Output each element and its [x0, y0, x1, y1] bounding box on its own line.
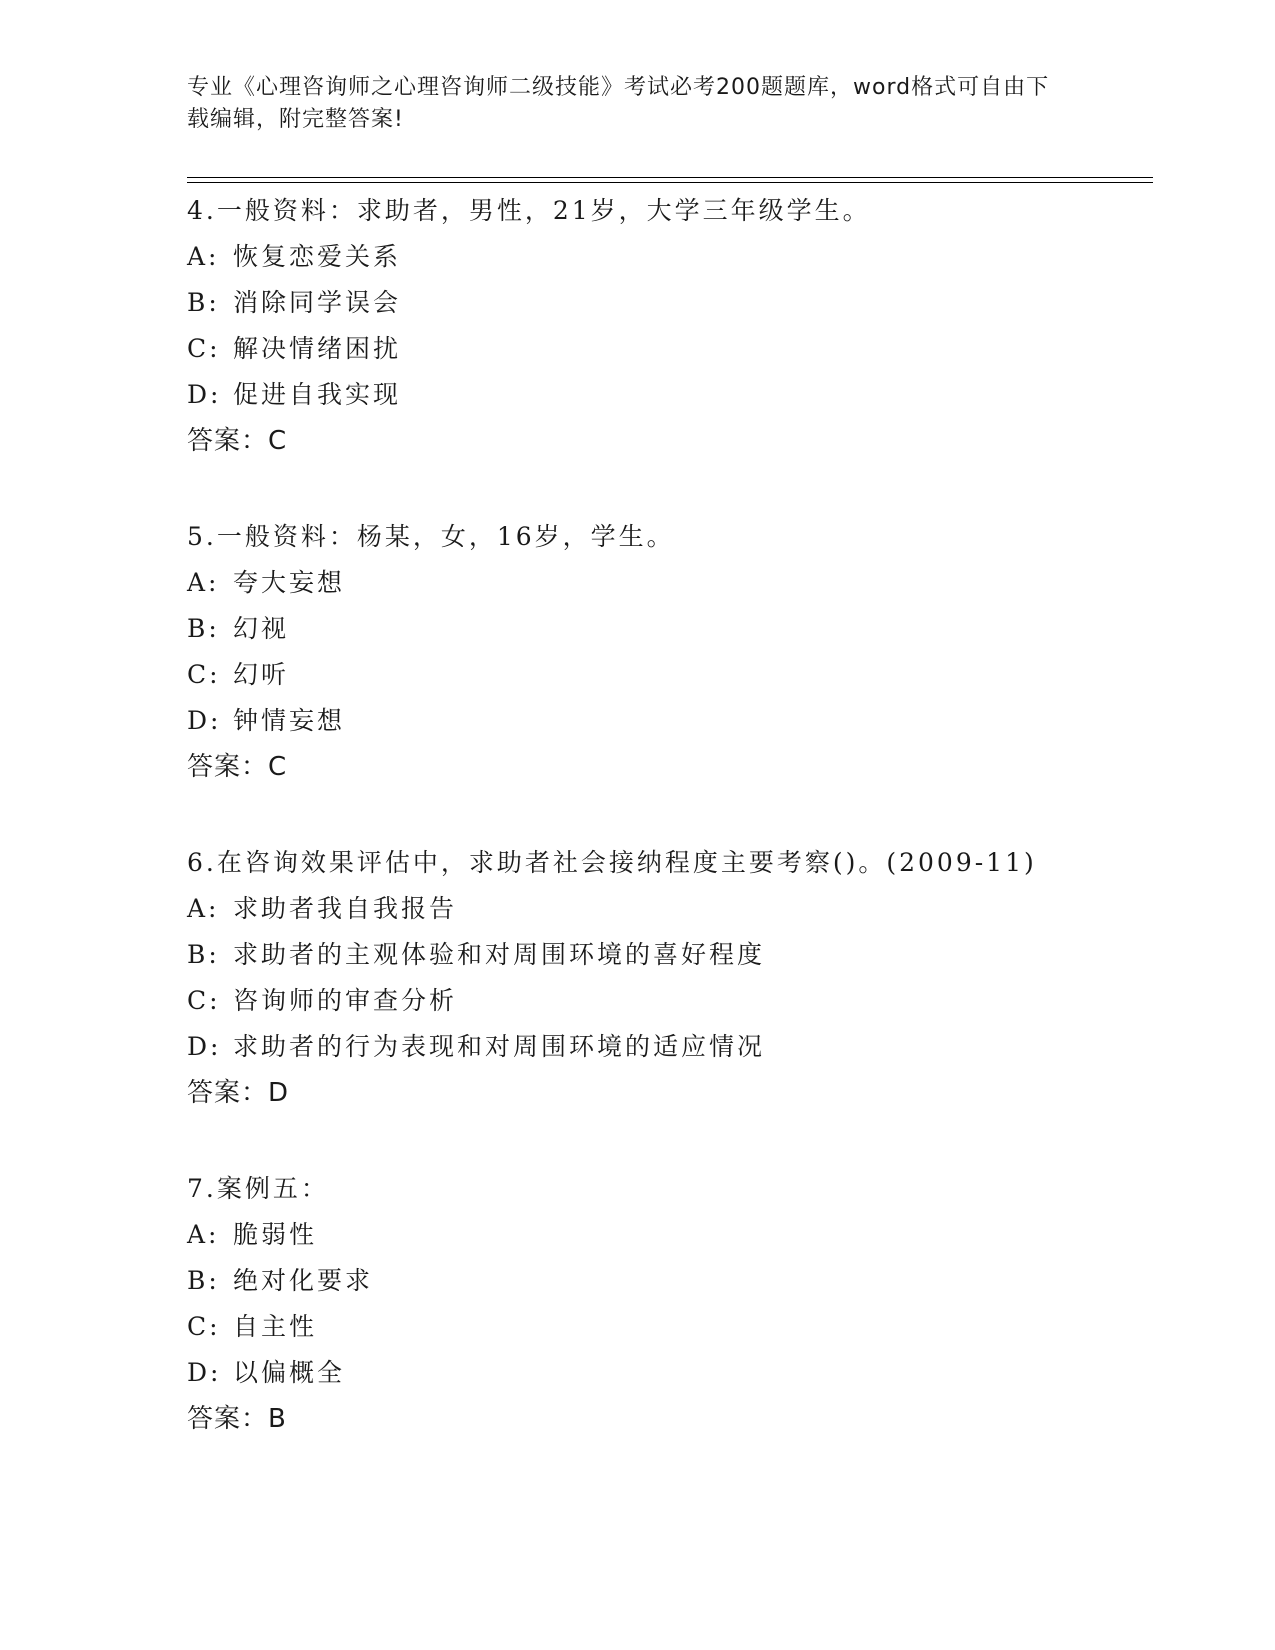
option-text: 咨询师的审查分析 — [233, 986, 458, 1015]
option-text: 以偏概全 — [233, 1358, 346, 1387]
option-text: 求助者的主观体验和对周围环境的喜好程度 — [233, 940, 766, 969]
option-a — [187, 886, 1167, 932]
option-text: 幻视 — [233, 614, 290, 643]
option-d — [187, 698, 1167, 744]
option-letter: A: — [187, 1220, 220, 1249]
option-text: 恢复恋爱关系 — [233, 242, 402, 271]
option-text: 促进自我实现 — [233, 380, 402, 409]
option-letter: A: — [187, 568, 220, 597]
option-text: 消除同学误会 — [233, 288, 402, 317]
option-letter: C: — [187, 986, 221, 1015]
answer-line: 答案：B — [187, 1404, 287, 1434]
option-b — [187, 932, 1167, 978]
option-text: 解决情绪困扰 — [233, 334, 402, 363]
option-c — [187, 652, 1167, 698]
answer-line: 答案：D — [187, 1078, 290, 1108]
option-text: 绝对化要求 — [233, 1266, 374, 1295]
option-letter: D: — [187, 706, 222, 735]
option-b — [187, 606, 1167, 652]
header-divider-top — [187, 177, 1153, 178]
option-letter: D: — [187, 1032, 222, 1061]
option-b — [187, 280, 1167, 326]
option-letter: C: — [187, 660, 221, 689]
option-text: 求助者的行为表现和对周围环境的适应情况 — [233, 1032, 766, 1061]
option-text: 脆弱性 — [233, 1220, 318, 1249]
option-a — [187, 234, 1167, 280]
option-c — [187, 326, 1167, 372]
question-stem: 7.案例五： — [187, 1174, 329, 1203]
option-text: 求助者我自我报告 — [233, 894, 458, 923]
answer-line: 答案：C — [187, 752, 288, 782]
option-a — [187, 1212, 1167, 1258]
option-text: 夸大妄想 — [233, 568, 346, 597]
option-text: 自主性 — [233, 1312, 318, 1341]
header-divider-bottom — [187, 182, 1153, 183]
option-letter: B: — [187, 614, 220, 643]
question-item — [187, 514, 1167, 790]
option-text: 钟情妄想 — [233, 706, 346, 735]
option-letter: A: — [187, 894, 220, 923]
option-letter: C: — [187, 334, 221, 363]
option-letter: B: — [187, 1266, 220, 1295]
option-d — [187, 1350, 1167, 1396]
option-d — [187, 372, 1167, 418]
option-letter: A: — [187, 242, 220, 271]
question-stem: 4.一般资料：求助者，男性，21岁，大学三年级学生。 — [187, 196, 871, 225]
question-item — [187, 188, 1167, 464]
option-letter: D: — [187, 380, 222, 409]
question-list — [187, 188, 1167, 1492]
option-letter: C: — [187, 1312, 221, 1341]
option-c — [187, 978, 1167, 1024]
option-b — [187, 1258, 1167, 1304]
option-letter: B: — [187, 288, 220, 317]
option-letter: B: — [187, 940, 220, 969]
answer-line: 答案：C — [187, 426, 288, 456]
document-header: 专业《心理咨询师之心理咨询师二级技能》考试必考200题题库，word格式可自由下载编辑，附完整答案! — [187, 75, 1050, 132]
option-a — [187, 560, 1167, 606]
question-item — [187, 1166, 1167, 1442]
option-letter: D: — [187, 1358, 222, 1387]
question-stem: 6.在咨询效果评估中，求助者社会接纳程度主要考察()。(2009-11) — [187, 848, 1037, 877]
question-item — [187, 840, 1167, 1116]
option-text: 幻听 — [233, 660, 290, 689]
question-stem: 5.一般资料：杨某，女，16岁，学生。 — [187, 522, 675, 551]
option-d — [187, 1024, 1167, 1070]
option-c — [187, 1304, 1167, 1350]
